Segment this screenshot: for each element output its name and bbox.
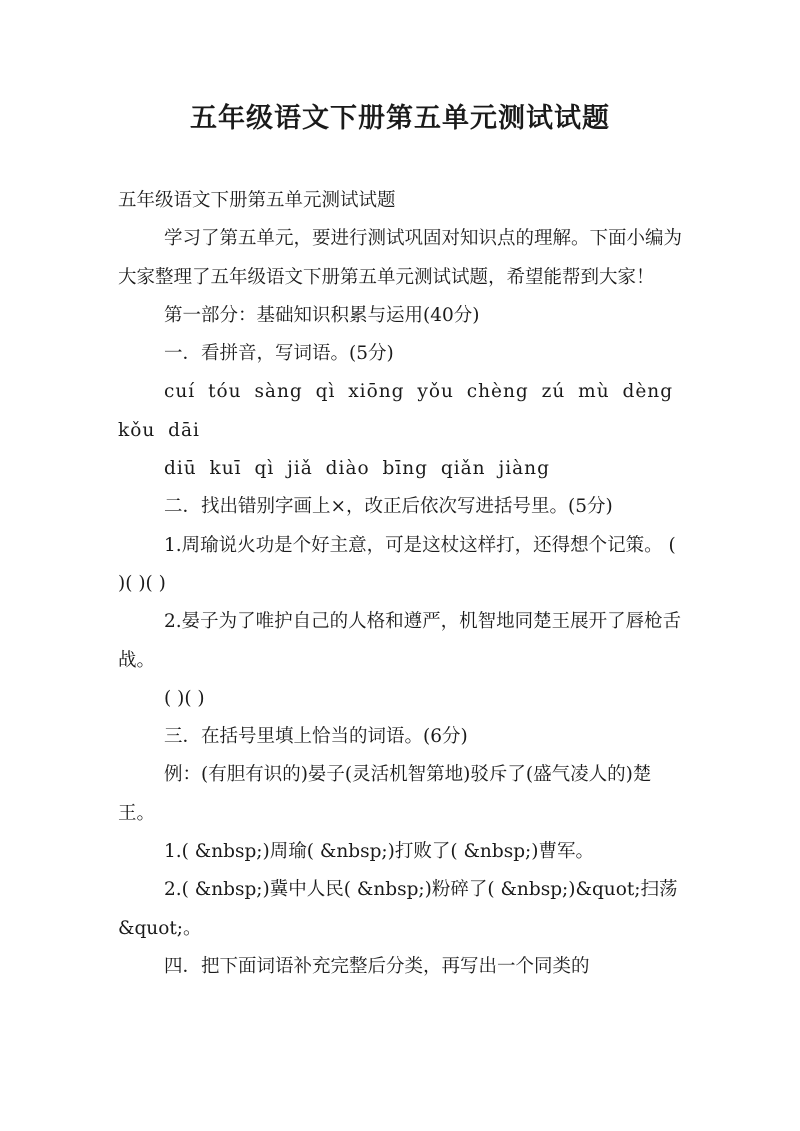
page-title: 五年级语文下册第五单元测试试题 xyxy=(190,103,610,134)
question-one: 一．看拼音，写词语。(5分) xyxy=(164,343,394,365)
pinyin-line-two: diū kuī qì jiǎ diào bīng qiǎn jiàng xyxy=(164,458,550,480)
part-one-heading: 第一部分：基础知识积累与运用(40分) xyxy=(164,304,480,326)
question-three: 三．在括号里填上恰当的词语。(6分) xyxy=(164,726,468,748)
subtitle: 五年级语文下册第五单元测试试题 xyxy=(118,190,396,211)
question-two-item-two-blanks: ( )( ) xyxy=(164,687,205,709)
pinyin-line-one: cuí tóu sàng qì xiōng yǒu chèng zú mù dèng kǒu dāi xyxy=(118,381,674,441)
document-body xyxy=(118,182,684,986)
question-two: 二．找出错别字画上×，改正后依次写进括号里。(5分) xyxy=(164,496,613,518)
question-four: 四．把下面词语补充完整后分类，再写出一个同类的 xyxy=(164,955,590,977)
question-three-example: 例：(有胆有识的)晏子(灵活机智第地)驳斥了(盛气凌人的)楚王。 xyxy=(118,764,652,824)
question-three-item-one: 1.( &nbsp;)周瑜( &nbsp;)打败了( &nbsp;)曹军。 xyxy=(164,841,594,863)
question-three-item-two: 2.( &nbsp;)冀中人民( &nbsp;)粉碎了( &nbsp;)&quot;扫荡&quot;。 xyxy=(118,879,678,939)
intro-paragraph: 学习了第五单元，要进行测试巩固对知识点的理解。下面小编为大家整理了五年级语文下册第五单元测试试题，希望能帮到大家！ xyxy=(118,228,683,288)
question-two-item-two: 2.晏子为了唯护自己的人格和遵严，机智地同楚王展开了唇枪舌战。 xyxy=(118,611,682,671)
question-two-item-one: 1.周瑜说火功是个好主意，可是这杖这样打，还得想个记策。 ( )( )( ) xyxy=(118,534,676,594)
